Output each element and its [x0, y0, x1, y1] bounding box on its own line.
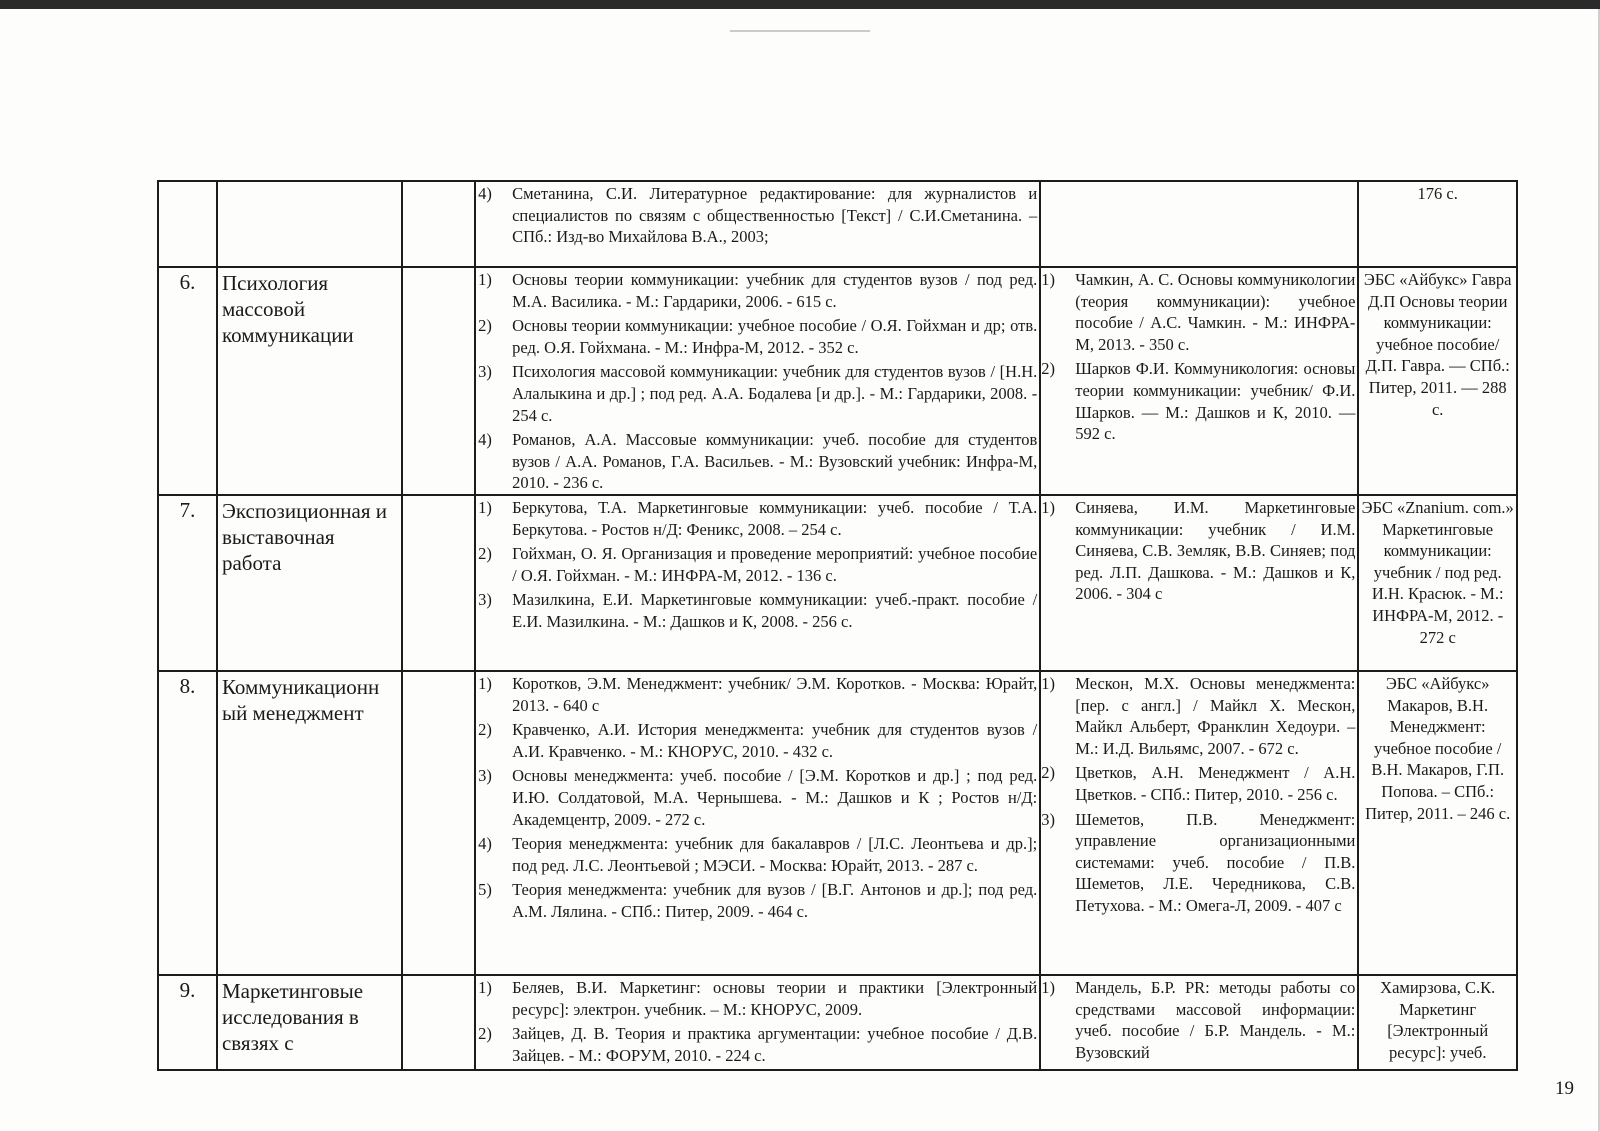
item-number: 1) [1041, 977, 1055, 997]
item-text: Шеметов, П.В. Менеджмент: управление организационными системами: учеб. пособие / П.В. Шеметов, Л.Е. Чередникова, С.В. Петухова. - М.: Омега-Л, 2009. - 407 с [1075, 809, 1356, 915]
item-number: 3) [1041, 809, 1055, 829]
list-item [478, 361, 1037, 426]
scan-top-edge [0, 0, 1600, 9]
ebs-resource: ЭБС «Znanium. com.» Маркетинговые коммуникации: учебник / под ред. И.Н. Красюк. - М.: ИНФРА-М, 2012. - 272 с [1358, 495, 1517, 671]
scan-mark [730, 30, 870, 32]
item-number: 1) [478, 497, 492, 517]
item-number: 1) [478, 270, 492, 289]
item-text: Синяева, И.М. Маркетинговые коммуникации: учебник / И.М. Синяева, С.В. Земляк, В.В. Синяев; под ред. Л.П. Дашкова. - М.: Дашков и К, 2006. - 304 с [1075, 497, 1356, 604]
list-item [478, 429, 1037, 494]
list-item [1041, 673, 1355, 759]
row-number: 7. [158, 495, 217, 671]
table-row [158, 671, 1517, 975]
item-number: 1) [1041, 270, 1055, 289]
item-text: Мескон, М.Х. Основы менеджмента: [пер. с англ.] / Майкл Х. Мескон, Майкл Альберт, Франклин Хедоури. – М.: И.Д. Вильямс, 2007. - 672 с. [1075, 673, 1356, 758]
item-text: Цветков, А.Н. Менеджмент / А.Н. Цветков. - СПб.: Питер, 2010. - 256 с. [1075, 763, 1356, 804]
list-item [1041, 809, 1355, 917]
item-text: Гойхман, О. Я. Организация и проведение мероприятий: учебное пособие / О.Я. Гойхман. - М.: ИНФРА-М, 2012. - 136 с. [512, 544, 1038, 585]
table-row [158, 495, 1517, 671]
row-number [158, 181, 217, 267]
ebs-resource: Хамирзова, С.К. Маркетинг [Электронный ресурс]: учеб. [1358, 975, 1517, 1070]
item-number: 1) [478, 673, 492, 693]
item-number: 2) [1041, 763, 1055, 783]
list-item [478, 765, 1037, 830]
ebs-resource: ЭБС «Айбукс» Гавра Д.П Основы теории коммуникации: учебное пособие/ Д.П. Гавра. — СПб.: Питер, 2011. — 288 с. [1358, 267, 1517, 495]
item-text: Зайцев, Д. В. Теория и практика аргументации: учебное пособие / Д.В. Зайцев. - М.: ФОРУМ, 2010. - 224 с. [512, 1024, 1038, 1065]
list-item [478, 269, 1037, 312]
subject-name: Коммуникационн ый менеджмент [217, 671, 402, 975]
list-item [1041, 358, 1355, 444]
table-row [158, 267, 1517, 495]
main-literature [475, 671, 1040, 975]
item-text: Мандель, Б.Р. PR: методы работы со средствами массовой информации: учеб. пособие / Б.Р. Мандель. - М.: Вузовский [1075, 977, 1356, 1062]
list-item [478, 589, 1037, 632]
additional-literature [1040, 671, 1358, 975]
list-item [478, 1023, 1037, 1066]
item-text: Психология массовой коммуникации: учебник для студентов вузов / [Н.Н. Алалыкина и др.] ; под ред. А.А. Бодалева [и др.]. - М.: Гардарики, 2008. - 254 с. [512, 362, 1038, 425]
list-item [478, 543, 1037, 586]
list-item [1041, 977, 1355, 1063]
subject-name [217, 181, 402, 267]
list-item [478, 497, 1037, 540]
item-text: Кравченко, А.И. История менеджмента: учебник для студентов вузов / А.И. Кравченко. - М.: КНОРУС, 2010. - 432 с. [512, 720, 1038, 761]
table-row [158, 181, 1517, 267]
main-literature [475, 495, 1040, 671]
list-item [1041, 269, 1355, 355]
item-number: 3) [478, 590, 492, 610]
table-row [158, 975, 1517, 1070]
list-item [478, 315, 1037, 358]
list-item [478, 183, 1037, 248]
additional-literature [1040, 267, 1358, 495]
item-text: Чамкин, А. С. Основы коммуникологии (теория коммуникации): учебное пособие / А.С. Чамкин. - М.: ИНФРА-М, 2013. - 350 с. [1075, 270, 1356, 354]
row-number: 6. [158, 267, 217, 495]
row-number: 9. [158, 975, 217, 1070]
item-number: 1) [1041, 673, 1055, 693]
item-text: Беркутова, Т.А. Маркетинговые коммуникации: учеб. пособие / Т.А. Беркутова. - Ростов н/Д: Феникс, 2008. – 254 с. [512, 497, 1038, 539]
main-literature [475, 975, 1040, 1070]
item-number: 2) [478, 544, 492, 564]
additional-literature [1040, 975, 1358, 1070]
ebs-resource: 176 с. [1358, 181, 1517, 267]
item-text: Коротков, Э.М. Менеджмент: учебник/ Э.М. Коротков. - Москва: Юрайт, 2013. - 640 с [512, 673, 1038, 715]
empty-cell [402, 671, 475, 975]
list-item [478, 977, 1037, 1020]
item-text: Беляев, В.И. Маркетинг: основы теории и практики [Электронный ресурс]: электрон. учебник. – М.: КНОРУС, 2009. [512, 977, 1038, 1019]
empty-cell [402, 975, 475, 1070]
additional-literature [1040, 495, 1358, 671]
list-item [478, 833, 1037, 876]
curriculum-table [157, 180, 1518, 1071]
item-number: 1) [1041, 497, 1055, 517]
item-number: 2) [1041, 359, 1055, 379]
item-number: 2) [478, 1024, 492, 1044]
item-number: 2) [478, 720, 492, 740]
item-text: Теория менеджмента: учебник для бакалавров / [Л.С. Леонтьева и др.]; под ред. Л.С. Леонтьевой ; МЭСИ. - Москва: Юрайт, 2013. - 287 с. [512, 834, 1038, 875]
subject-name: Маркетинговые исследования в связях с [217, 975, 402, 1070]
list-item [1041, 762, 1355, 805]
item-number: 4) [478, 430, 492, 450]
item-text: Мазилкина, Е.И. Маркетинговые коммуникации: учеб.-практ. пособие / Е.И. Мазилкина. - М.: Дашков и К, 2008. - 256 с. [512, 590, 1038, 631]
main-literature [475, 267, 1040, 495]
item-text: Основы теории коммуникации: учебник для студентов вузов / под ред. М.А. Василика. - М.: Гардарики, 2006. - 615 с. [512, 270, 1038, 311]
item-number: 5) [478, 880, 492, 900]
page-number: 19 [1555, 1078, 1574, 1099]
empty-cell [402, 495, 475, 671]
row-number: 8. [158, 671, 217, 975]
item-number: 1) [478, 977, 492, 997]
additional-literature [1040, 181, 1358, 267]
list-item [1041, 497, 1355, 605]
item-number: 3) [478, 362, 492, 382]
item-number: 3) [478, 766, 492, 786]
item-text: Сметанина, С.И. Литературное редактирование: для журналистов и специалистов по связям с общественностью [Текст] / С.И.Сметанина. – СПб.: Изд-во Михайлова В.А., 2003; [512, 184, 1038, 247]
list-item [478, 719, 1037, 762]
item-number: 2) [478, 316, 492, 336]
subject-name: Экспозиционная и выставочная работа [217, 495, 402, 671]
main-literature [475, 181, 1040, 267]
empty-cell [402, 181, 475, 267]
subject-name: Психология массовой коммуникации [217, 267, 402, 495]
item-text: Романов, А.А. Массовые коммуникации: учеб. пособие для студентов вузов / А.А. Романов, Г.А. Васильев. - М.: Вузовский учебник: Инфра-М, 2010. - 236 с. [512, 430, 1038, 493]
empty-cell [402, 267, 475, 495]
item-text: Основы теории коммуникации: учебное пособие / О.Я. Гойхман и др; отв. ред. О.Я. Гойхмана. - М.: Инфра-М, 2012. - 352 с. [512, 316, 1038, 357]
item-text: Основы менеджмента: учеб. пособие / [Э.М. Коротков и др.] ; под ред. И.Ю. Солдатовой, М.А. Чернышева. - М.: Дашков и К ; Ростов н/Д: Академцентр, 2009. - 272 с. [512, 766, 1038, 829]
item-text: Шарков Ф.И. Коммуникология: основы теории коммуникации: учебник/ Ф.И. Шарков. — М.: Дашков и К, 2010. — 592 с. [1075, 359, 1356, 444]
item-number: 4) [478, 184, 492, 203]
item-text: Теория менеджмента: учебник для вузов / [В.Г. Антонов и др.]; под ред. А.М. Лялина. - СПб.: Питер, 2009. - 464 с. [512, 880, 1038, 921]
ebs-resource: ЭБС «Айбукс» Макаров, В.Н. Менеджмент: учебное пособие / В.Н. Макаров, Г.П. Попова. – СПб.: Питер, 2011. – 246 с. [1358, 671, 1517, 975]
list-item [478, 879, 1037, 922]
item-number: 4) [478, 834, 492, 854]
list-item [478, 673, 1037, 716]
